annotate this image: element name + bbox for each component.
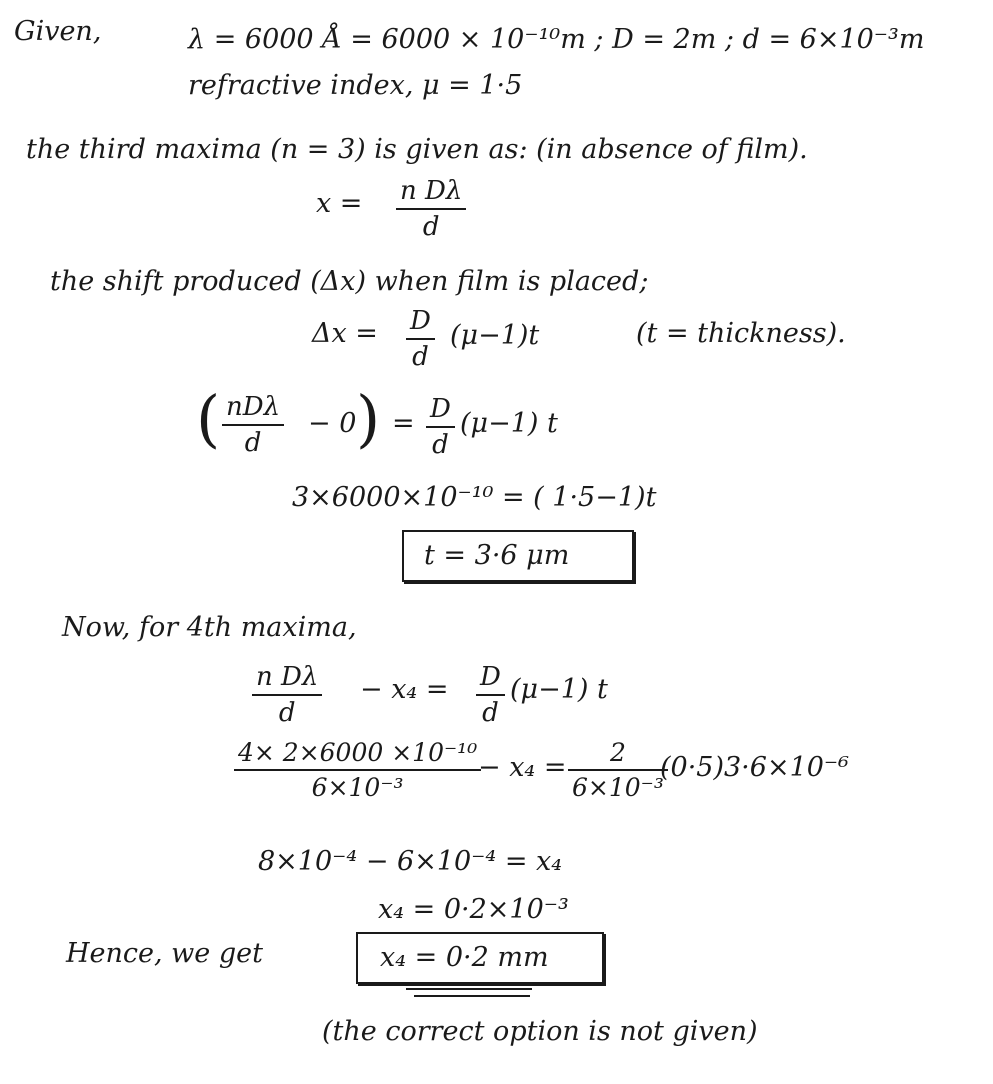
refractive-index-line: refractive index, μ = 1·5 bbox=[188, 70, 523, 101]
hence-text: Hence, we get bbox=[66, 938, 263, 969]
given-label: Given, bbox=[14, 16, 102, 47]
fourth-mid: − x₄ = bbox=[360, 674, 449, 705]
calc2-denominator: 6×10⁻³ bbox=[311, 773, 404, 802]
fourth-right-numerator: D bbox=[476, 662, 505, 696]
eq1-right-numerator: D bbox=[426, 394, 455, 428]
fourth-maxima-intro: Now, for 4th maxima, bbox=[62, 612, 357, 643]
eq1-numerator: nDλ bbox=[222, 392, 284, 426]
eq1-left-fraction bbox=[222, 392, 284, 458]
shift-lhs: Δx = bbox=[312, 318, 378, 349]
double-underline-top bbox=[406, 988, 532, 990]
eq1-right-denominator: d bbox=[432, 430, 449, 460]
fourth-left-fraction bbox=[252, 662, 322, 728]
calc2-right-denominator: 6×10⁻³ bbox=[572, 773, 664, 802]
calc2-mid: − x₄ = bbox=[478, 752, 567, 783]
x-denominator: d bbox=[422, 212, 440, 242]
result-t: t = 3·6 μm bbox=[424, 540, 570, 571]
fourth-rhs: (μ−1) t bbox=[510, 674, 608, 705]
double-underline-bottom bbox=[414, 995, 530, 997]
calc2-right-fraction bbox=[568, 738, 668, 802]
thickness-note: (t = thickness). bbox=[636, 318, 846, 349]
eq1-equals: = bbox=[392, 408, 415, 439]
x-numerator: n Dλ bbox=[396, 176, 466, 210]
eq1-minus-zero: − 0 bbox=[308, 408, 357, 439]
fourth-numerator: n Dλ bbox=[252, 662, 322, 696]
calc3-line: 8×10⁻⁴ − 6×10⁻⁴ = x₄ bbox=[258, 846, 563, 877]
x-lhs: x = bbox=[316, 188, 363, 219]
shift-rhs: (μ−1)t bbox=[450, 320, 540, 351]
calc2-rhs: (0·5)3·6×10⁻⁶ bbox=[660, 752, 849, 783]
fourth-denominator: d bbox=[278, 698, 296, 728]
third-maxima-intro: the third maxima (n = 3) is given as: (in absence of film). bbox=[26, 134, 808, 165]
eq1-right-fraction bbox=[426, 394, 455, 460]
result-x: x₄ = 0·2 mm bbox=[380, 942, 549, 973]
calc4-line: x₄ = 0·2×10⁻³ bbox=[378, 894, 569, 925]
fourth-right-fraction bbox=[476, 662, 505, 728]
shift-intro: the shift produced (Δx) when film is placed; bbox=[50, 266, 649, 297]
given-values: λ = 6000 Å = 6000 × 10⁻¹⁰m ; D = 2m ; d = 6×10⁻³m bbox=[188, 24, 925, 55]
right-paren: ) bbox=[356, 382, 381, 455]
eq1-rhs: (μ−1) t bbox=[460, 408, 558, 439]
shift-denominator: d bbox=[412, 342, 429, 372]
x-fraction bbox=[396, 176, 466, 242]
shift-fraction bbox=[406, 306, 435, 372]
calc2-left-fraction bbox=[234, 738, 481, 802]
closing-note: (the correct option is not given) bbox=[322, 1016, 758, 1047]
left-paren: ( bbox=[196, 382, 221, 455]
shift-numerator: D bbox=[406, 306, 435, 340]
fourth-right-denominator: d bbox=[482, 698, 499, 728]
calc2-numerator: 4× 2×6000 ×10⁻¹⁰ bbox=[234, 738, 481, 771]
calc2-right-numerator: 2 bbox=[568, 738, 668, 771]
calc1-line: 3×6000×10⁻¹⁰ = ( 1·5−1)t bbox=[292, 482, 657, 513]
eq1-denominator: d bbox=[244, 428, 262, 458]
